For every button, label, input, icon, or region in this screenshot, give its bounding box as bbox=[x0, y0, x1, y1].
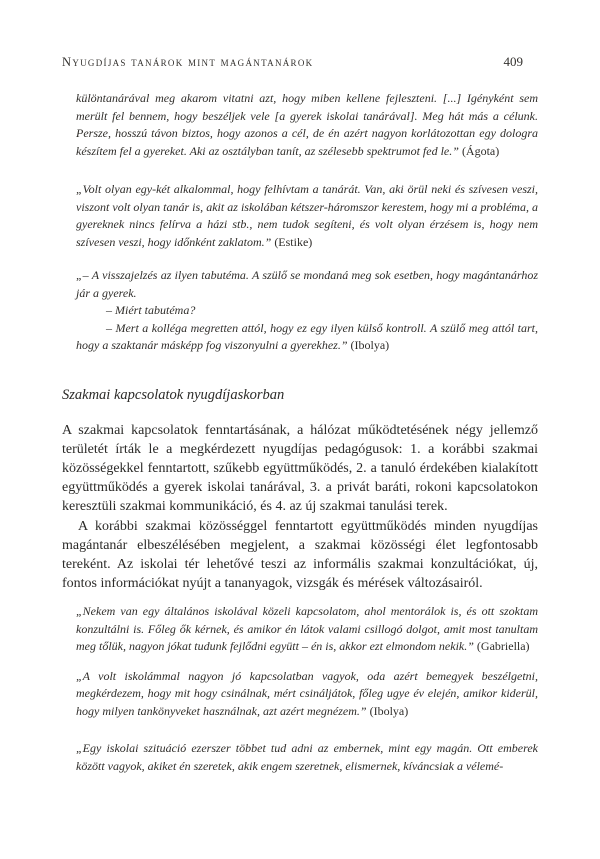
dialogue-line: – Miért tabutéma? bbox=[106, 303, 196, 317]
interview-quote-continued bbox=[76, 740, 538, 775]
quote-text: „Volt olyan egy-két alkalommal, hogy felhívtam a tanárát. Van, aki örül neki és szívesen veszi, viszont volt olyan tanár is, akit az iskolában kétszer-háromszor kerestem, hogy mi a probléma, a gyereknek nincs felírva a házi stb., nem tudok segíteni, és volt olyan érzésem is, hogy nem szívesen veszi, hogy időnként zaklatom.” bbox=[76, 182, 538, 249]
quote-text: „A volt iskolámmal nagyon jó kapcsolatban vagyok, oda azért bemegyek beszélgetni, megkérdezem, hogy mit hogy csinálnak, mért csináljátok, főleg ugye év elején, amikor kiderül, hogy milyen tankönyveket használnak, azt azért megnézem.” bbox=[76, 668, 538, 718]
quote-attribution: (Ibolya) bbox=[350, 338, 390, 352]
interview-quote-agota bbox=[76, 90, 538, 160]
interview-quote-estike bbox=[76, 181, 538, 251]
quote-text: – Mert a kolléga megretten attól, hogy ez egy ilyen külső kontroll. A szülő meg attól tart, hogy a szaktanár másképp fog viszonyulni a gyerekhez.” bbox=[76, 320, 538, 352]
quote-text: „Nekem van egy általános iskolával közeli kapcsolatom, ahol mentorálok is, és ott szoktam konzultálni is. Főleg ők kérnek, és amikor én látok valami csillogó dolgot, amit most tanultam meg tőlük, nagyon jókat tudunk fejlődni együtt – én is, akkor ezt elmondom nekik.” bbox=[76, 604, 538, 654]
interview-quote-ibolya-dialogue bbox=[76, 267, 538, 355]
interview-quote-gabriella bbox=[76, 603, 538, 656]
quote-attribution: (Gabriella) bbox=[476, 639, 530, 654]
section-heading: Szakmai kapcsolatok nyugdíjaskorban bbox=[62, 386, 285, 403]
quote-paragraph bbox=[76, 603, 538, 656]
quote-text: különtanárával meg akarom vitatni azt, hogy miben kellene fejleszteni. [...] Igényként sem merült fel bennem, hogy beszéljek vele [a gyerek iskolai tanárával]. Meg hát más a célunk. Persze, hosszú távon biztos, hogy azonos a cél, de én azért nagyon korlátozottan egy dologra készítem fel a gyereket. Aki az osztályban tanít, az szélesebb spektrumot fed le.” bbox=[76, 91, 538, 158]
quote-paragraph bbox=[76, 740, 538, 775]
page-number: 409 bbox=[503, 54, 523, 69]
quote-paragraph bbox=[76, 668, 538, 721]
quote-paragraph bbox=[76, 181, 538, 251]
page-content bbox=[62, 54, 538, 775]
dialogue-line bbox=[76, 320, 538, 355]
body-paragraph: A korábbi szakmai közösséggel fenntartott együttműködés minden nyugdíjas magántanár elbeszélésében megjelent, a szakmai közösségi élet legfontosabb tereként. Az iskolai tér lehetővé teszi az informális szakmai konzultációkat, új, fontos információkat nyújt a tananyagok, vizsgák és mérések változásairól. bbox=[62, 518, 538, 592]
body-paragraph: A szakmai kapcsolatok fenntartásának, a hálózat működtetésének négy jellemző területét írták le a megkérdezett nyugdíjas pedagógusok: 1. a korábbi szakmai közösségekkel fenntartott, szűkebb együttműködés, 2. a tanuló érdekében kialakított együttműködés a gyerek iskolai tanárával, 3. a privát baráti, rokoni kapcsolatokon keresztüli szakmai kommunikáció, és 4. az új szakmai tanulási terek. bbox=[62, 422, 538, 515]
quote-attribution: (Ágota) bbox=[461, 143, 500, 158]
dialogue-line: „– A visszajelzés az ilyen tabutéma. A szülő se mondaná meg sok esetben, hogy magántanárhoz jár a gyerek. bbox=[76, 268, 538, 300]
quote-attribution: (Estike) bbox=[274, 234, 313, 249]
quote-attribution: (Ibolya) bbox=[369, 703, 409, 718]
quote-paragraph bbox=[76, 90, 538, 160]
page-body bbox=[62, 90, 538, 775]
page-header bbox=[62, 54, 538, 70]
running-title: Nyugdíjas tanárok mint magántanárok bbox=[62, 55, 314, 69]
quote-text: „Egy iskolai szituáció ezerszer többet tud adni az embernek, mint egy magán. Ott emberek között vagyok, akiket én szeretek, akik engem szeretnek, elismernek, kíváncsiak a vélemé- bbox=[76, 741, 538, 773]
interview-quote-ibolya-2 bbox=[76, 668, 538, 721]
